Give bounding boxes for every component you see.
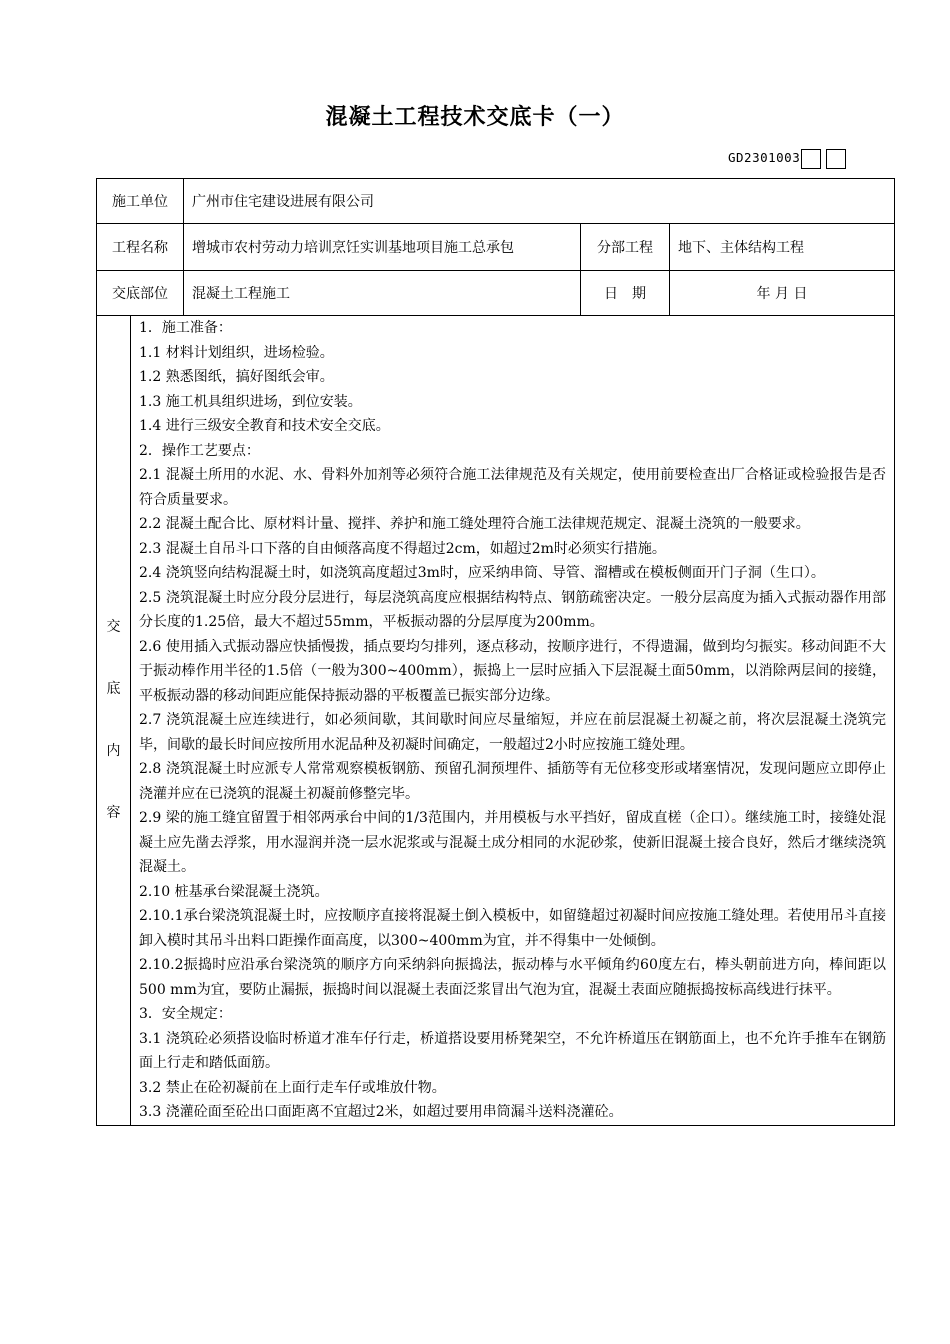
disclosure-card-table [96,178,895,1126]
side-char: 内 [106,743,121,760]
content-line: 1．施工准备： [139,320,232,336]
page-title: 混凝土工程技术交底卡（一） [325,104,625,130]
subproject-label: 分部工程 [581,224,670,271]
content-line: 2.4 浇筑竖向结构混凝土时，如浇筑高度超过3m时，应采纳串筒、导管、溜槽或在模板侧面开门子洞（生口）。 [139,565,825,581]
code-checkbox-1 [801,149,821,169]
project-value: 增城市农村劳动力培训烹饪实训基地项目施工总承包 [184,224,581,271]
disclosure-content [131,316,895,1126]
content-line: 2.10.2振捣时应沿承台梁浇筑的顺序方向采纳斜向振捣法，振动棒与水平倾角约60度左右，棒头朝前进方向，棒间距以500 mm为宜，要防止漏振，振捣时间以混凝土表面泛浆冒出气泡为宜，混凝土表面应随振捣按标高线进行抹平。 [139,957,887,998]
content-line: 3.3 浇灌砼面至砼出口面距离不宜超过2米，如超过要用串筒漏斗送料浇灌砼。 [139,1104,623,1120]
content-line: 3．安全规定： [139,1006,232,1022]
date-label: 日 期 [581,271,670,316]
unit-value: 广州市住宅建设进展有限公司 [184,179,895,224]
content-line: 2.10.1承台梁浇筑混凝土时，应按顺序直接将混凝土倒入模板中，如留缝超过初凝时间应按施工缝处理。若使用吊斗直接卸入模时其吊斗出料口距操作面高度，以300~400mm为宜，并不得集中一处倾倒。 [139,908,887,949]
content-line: 1.3 施工机具组织进场，到位安装。 [139,393,362,410]
content-line: 2.1 混凝土所用的水泥、水、骨料外加剂等必须符合施工法律规范及有关规定，使用前要检查出厂合格证或检验报告是否符合质量要求。 [139,467,887,508]
date-value: 年 月 日 [670,271,895,316]
content-line: 1.4 进行三级安全教育和技术安全交底。 [139,418,390,434]
side-char: 交 [106,619,121,636]
part-label: 交底部位 [97,271,184,316]
subproject-value: 地下、主体结构工程 [670,224,895,271]
content-line: 2．操作工艺要点： [139,442,260,459]
part-value: 混凝土工程施工 [184,271,581,316]
content-line: 2.8 浇筑混凝土时应派专人常常观察模板钢筋、预留孔洞预埋件、插筋等有无位移变形或堵塞情况，发现问题应立即停止浇灌并应在已浇筑的混凝土初凝前修整完毕。 [139,761,887,802]
content-line: 3.1 浇筑砼必须搭设临时桥道才准车仔行走，桥道搭设要用桥凳架空，不允许桥道压在钢筋面上，也不允许手推车在钢筋面上行走和踏低面筋。 [139,1030,887,1071]
content-line: 1.1 材料计划组织，进场检验。 [139,344,334,361]
code-checkbox-2 [826,149,846,169]
document-code: GD2301003 [728,150,801,165]
content-line: 1.2 熟悉图纸，搞好图纸会审。 [139,369,334,385]
content-line: 2.5 浇筑混凝土时应分段分层进行，每层浇筑高度应根据结构特点、钢筋疏密决定。一般分层高度为插入式振动器作用部分长度的1.25倍，最大不超过55mm，平板振动器的分层厚度为200mm。 [139,589,887,630]
content-line: 2.6 使用插入式振动器应快插慢拨，插点要均匀排列，逐点移动，按顺序进行，不得遗漏，做到均匀振实。移动间距不大于振动棒作用半径的1.5倍（一般为300~400mm），振捣上一层时应插入下层混凝土面50mm，以消除两层间的接缝，平板振动器的移动间距应能保持振动器的平板覆盖已振实部分边缘。 [139,638,887,704]
content-line: 2.7 浇筑混凝土应连续进行，如必须间歇，其间歇时间应尽量缩短，并应在前层混凝土初凝之前，将次层混凝土浇筑完毕，间歇的最长时间应按所用水泥品种及初凝时间确定，一般超过2小时应按施工缝处理。 [139,712,887,753]
content-line: 2.9 梁的施工缝宜留置于相邻两承台中间的1/3范围内，并用模板与水平挡好，留成直槎（企口）。继续施工时，接缝处混凝土应先凿去浮浆，用水湿润并浇一层水泥浆或与混凝土成分相同的水泥砂浆，使新旧混凝土接合良好，然后才继续浇筑混凝土。 [139,810,887,875]
project-label: 工程名称 [97,224,184,271]
unit-label: 施工单位 [97,179,184,224]
content-line: 2.2 混凝土配合比、原材料计量、搅拌、养护和施工缝处理符合施工法律规范规定、混凝土浇筑的一般要求。 [139,516,810,532]
side-char: 底 [106,681,121,698]
disclosure-content-side-label [97,316,131,1126]
content-line: 3.2 禁止在砼初凝前在上面行走车仔或堆放什物。 [139,1079,446,1096]
content-line: 2.3 混凝土自吊斗口下落的自由倾落高度不得超过2cm，如超过2m时必须实行措施。 [139,540,666,557]
side-char: 容 [106,805,121,822]
content-line: 2.10 桩基承台梁混凝土浇筑。 [139,883,329,900]
